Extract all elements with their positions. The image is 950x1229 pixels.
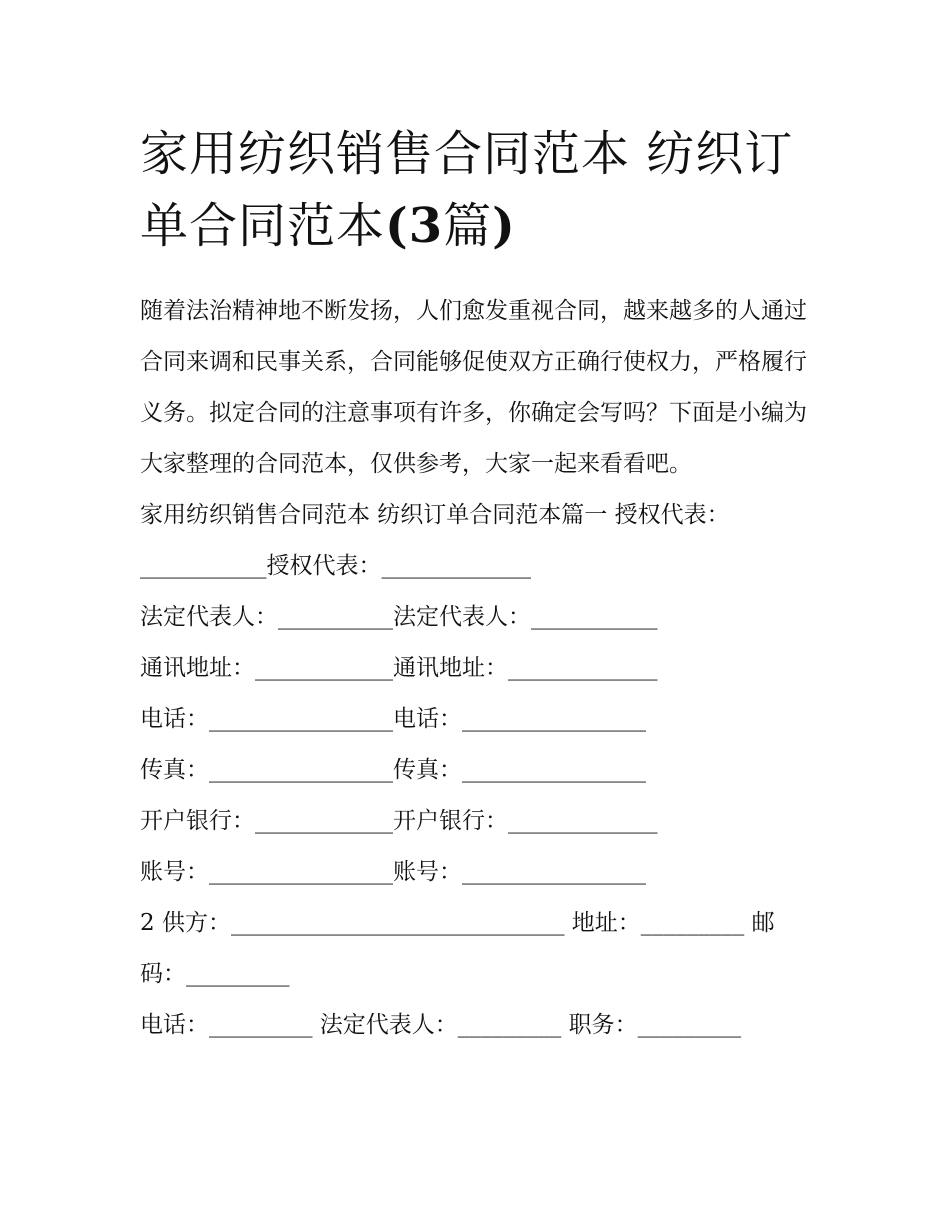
form-line-representative: ___________授权代表：_____________ xyxy=(140,553,531,579)
title-line-2d: ) xyxy=(492,198,516,254)
title-line-2c: 篇 xyxy=(443,198,493,254)
document-page xyxy=(140,118,820,1051)
form-line-fax: 传真：________________传真：________________ xyxy=(140,757,646,783)
intro-paragraph: 随着法治精神地不断发扬，人们愈发重视合同，越来越多的人通过合同来调和民事关系，合同能够促使双方正确行使权力，严格履行义务。拟定合同的注意事项有许多，你确定会写吗？下面是小编为大家整理的合同范本，仅供参考，大家一起来看看吧。 xyxy=(140,298,807,477)
form-line-account: 账号：________________账号：________________ xyxy=(140,859,646,885)
form-line-phone: 电话：________________电话：________________ xyxy=(140,706,646,732)
form-line-legal-rep: 法定代表人：__________法定代表人：___________ xyxy=(140,604,658,630)
form-line-contact: 电话：_________ 法定代表人：_________ 职务：_________ xyxy=(140,1012,742,1038)
section-heading: 家用纺织销售合同范本 纺织订单合同范本篇一 授权代表： xyxy=(140,502,730,528)
form-line-bank: 开户银行：____________开户银行：_____________ xyxy=(140,808,658,834)
title-line-1: 家用纺织销售合同范本 纺织订 xyxy=(140,126,794,182)
form-line-address: 通讯地址：____________通讯地址：_____________ xyxy=(140,655,658,681)
form-line-supplier: 2 供方：_____________________________ 地址：_________ 邮码：_________ xyxy=(140,910,775,987)
title-line-2a: 单合同范本 xyxy=(140,198,386,254)
title-line-2b: (3 xyxy=(385,198,444,254)
document-title xyxy=(140,118,820,262)
